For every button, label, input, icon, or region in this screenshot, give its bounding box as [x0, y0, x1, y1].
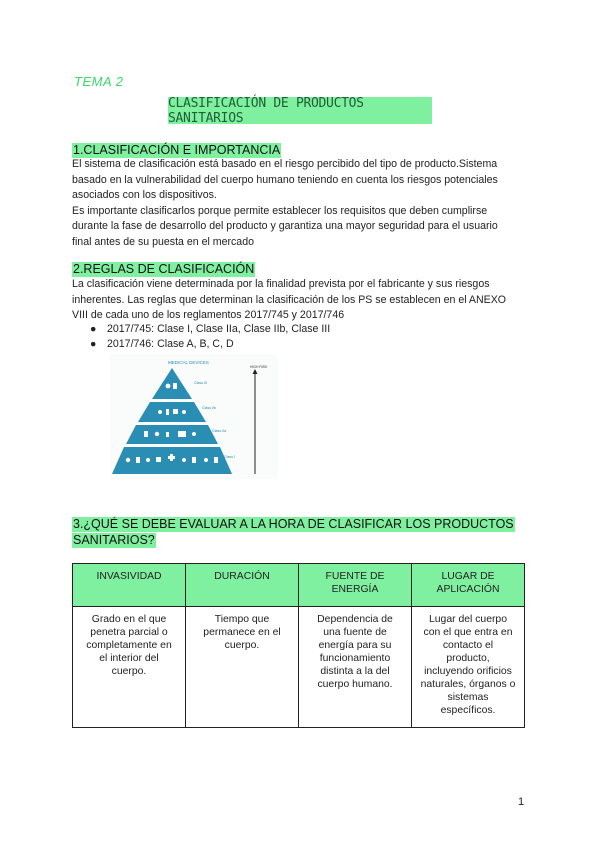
pyramid-tier-class-2a [126, 425, 218, 444]
cell-line: específicos. [440, 705, 496, 716]
class-label: Class III [194, 381, 207, 385]
classification-criteria-table [72, 563, 525, 728]
device-icon [166, 384, 171, 389]
device-icon [166, 409, 169, 415]
section-1-body [72, 157, 532, 250]
class-label: Class I [224, 455, 235, 459]
class-label: Class IIb [202, 406, 216, 410]
cell-line: contacto el [442, 640, 494, 651]
table-cell-fuente-energia [299, 607, 412, 728]
bullet-item [90, 337, 234, 352]
device-icon [146, 458, 150, 462]
cell-line: completamente en [86, 640, 172, 651]
header-line: INVASIVIDAD [96, 571, 162, 582]
column-header-fuente-energia [299, 564, 412, 607]
cell-line: Tiempo que [214, 614, 270, 625]
page-number: 1 [518, 796, 525, 808]
section-label: TEMA 2 [74, 74, 124, 89]
cell-line: incluyendo orificios [424, 666, 512, 677]
cell-line: sistemas [447, 692, 489, 703]
cell-line: distinta a la del [320, 666, 390, 677]
section-3-heading-cont: SANITARIOS? [73, 533, 155, 547]
cell-line: funcionamiento [319, 653, 391, 664]
header-line: FUENTE DE [325, 571, 385, 582]
table-cell-duracion [186, 607, 299, 728]
text-line: El sistema de clasificación está basado en el riesgo percibido del tipo de producto.Sistema [72, 158, 498, 170]
device-icon [178, 431, 186, 437]
cell-line: penetra parcial o [90, 627, 168, 638]
table-header-row [73, 564, 525, 607]
cell-line: Dependencia de [317, 614, 393, 625]
device-icon [173, 383, 177, 389]
bullet-dot-icon: ● [90, 338, 97, 350]
text-line: asociados con los dispositivos. [72, 189, 217, 201]
device-icon [155, 432, 159, 436]
device-icon [156, 457, 161, 462]
bullet-dot-icon: ● [90, 323, 97, 335]
cell-line: con el que entra en [423, 627, 513, 638]
device-icon [204, 458, 208, 462]
text-line: final antes de su puesta en el mercado [72, 235, 254, 248]
text-line: basado en la vulnerabilidad del cuerpo humano teniendo en cuenta los riesgos potenciales [72, 173, 498, 186]
header-line: ENERGÍA [331, 584, 379, 595]
device-icon [173, 409, 178, 414]
header-line: APLICACIÓN [436, 584, 500, 595]
pyramid-tier-class-2b [138, 402, 206, 422]
device-icon [158, 410, 162, 414]
device-icon [182, 458, 186, 462]
table-cell-lugar-aplicacion [412, 607, 525, 728]
cell-line: una fuente de [323, 627, 387, 638]
device-icon [214, 457, 218, 463]
text-line: La clasificación viene determinada por la finalidad prevista por el fabricante y sus riesgos [72, 278, 490, 290]
text-line: inherentes. Las reglas que determinan la clasificación de los PS se establecen en el ANEXO [72, 293, 507, 306]
cell-line: energía para su [318, 640, 392, 651]
text-line: Es importante clasificarlos porque permite establecer los requisitos que deben cumplirse [72, 204, 488, 217]
pyramid-tier-class-3 [152, 368, 192, 399]
text-line: VIII de cada uno de los reglamentos 2017/745 y 2017/746 [72, 309, 345, 321]
column-header-lugar-aplicacion [412, 564, 525, 607]
cell-line: cuerpo humano. [317, 679, 393, 690]
device-icon [166, 432, 169, 437]
device-icon [182, 410, 186, 414]
device-icon [126, 458, 130, 462]
device-icon [192, 432, 196, 436]
cell-line: Lugar del cuerpo [429, 614, 507, 625]
section-2-body [72, 277, 532, 324]
cell-line: permanece en el [203, 627, 281, 638]
cell-line: el interior del [99, 653, 159, 664]
table-cell-invasividad [73, 607, 186, 728]
text-line: durante la fase de desarrollo del producto y garantiza una mayor seguridad para el usuario [72, 220, 498, 232]
figure-title: MEDICAL DEVICES [168, 360, 209, 365]
risk-pyramid-figure [110, 354, 278, 479]
class-label: Class IIa [212, 429, 226, 433]
bullet-text: 2017/746: Clase A, B, C, D [107, 338, 234, 350]
device-icon [170, 454, 173, 461]
cell-line: naturales, órganos o [420, 679, 516, 690]
section-2-heading: 2.REGLAS DE CLASIFICACIÓN [73, 262, 255, 276]
section-3-heading: 3.¿QUÉ SE DEBE EVALUAR A LA HORA DE CLASIFICAR LOS PRODUCTOS [73, 517, 514, 531]
device-icon [136, 457, 140, 463]
column-header-invasividad [73, 564, 186, 607]
column-header-duracion [186, 564, 299, 607]
bullet-item [90, 322, 330, 337]
section-1-heading: 1.CLASIFICACIÓN E IMPORTANCIA [73, 143, 281, 157]
page-title: CLASIFICACIÓN DE PRODUCTOS SANITARIOS [168, 97, 432, 124]
cell-line: cuerpo. [224, 640, 260, 651]
device-icon [144, 431, 148, 437]
cell-line: Grado en el que [91, 614, 167, 625]
risk-axis-label: HIGH RISK [250, 365, 268, 369]
bullet-text: 2017/745: Clase I, Clase IIa, Clase IIb, Clase III [107, 323, 331, 335]
risk-axis-arrow-icon [253, 369, 258, 374]
cell-line: cuerpo. [111, 666, 147, 677]
table-row [73, 607, 525, 728]
cell-line: producto, [446, 653, 490, 664]
header-line: DURACIÓN [214, 571, 270, 582]
device-icon [192, 457, 196, 463]
header-line: LUGAR DE [441, 571, 495, 582]
